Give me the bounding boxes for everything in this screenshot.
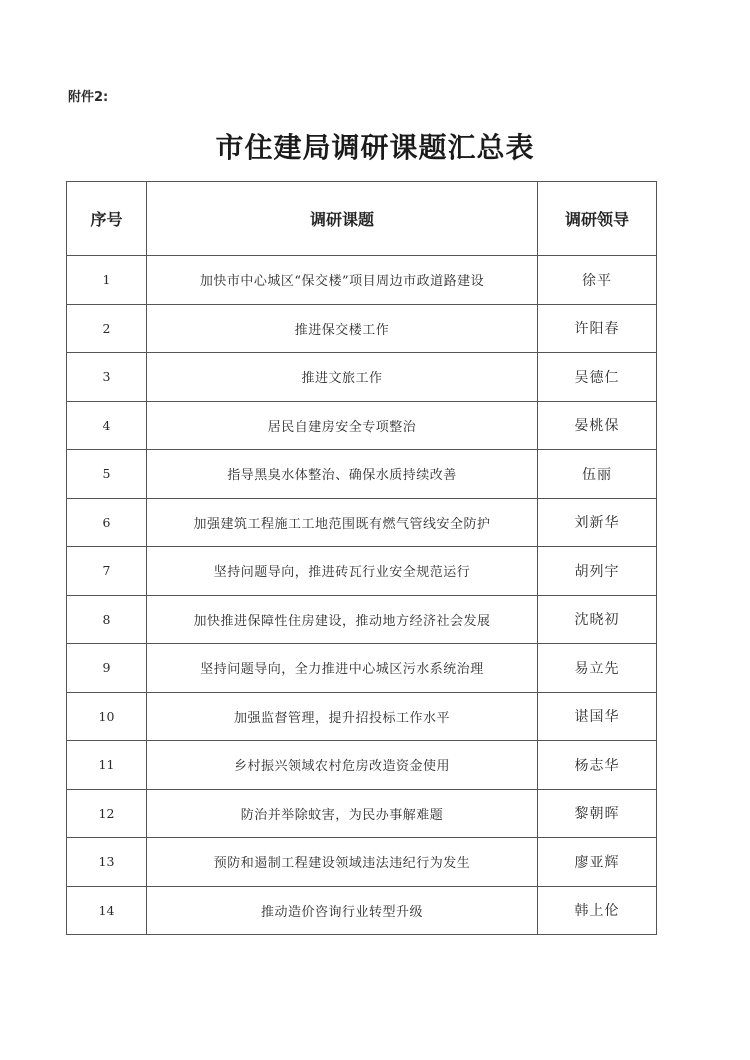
row-number: 1 [67, 256, 147, 305]
attachment-label: 附件2: [68, 90, 109, 105]
row-topic: 推进文旅工作 [147, 353, 538, 402]
row-number: 4 [67, 401, 147, 450]
row-number: 12 [67, 789, 147, 838]
row-topic: 指导黑臭水体整治、确保水质持续改善 [147, 450, 538, 499]
row-topic: 防治并举除蚊害，为民办事解难题 [147, 789, 538, 838]
table-row [67, 692, 657, 741]
row-leader: 胡列宇 [538, 547, 657, 596]
row-number: 6 [67, 498, 147, 547]
table-row [67, 547, 657, 596]
table-row [67, 789, 657, 838]
row-leader: 伍丽 [538, 450, 657, 499]
row-number: 5 [67, 450, 147, 499]
row-topic: 居民自建房安全专项整治 [147, 401, 538, 450]
table-header-row [67, 182, 657, 256]
row-number: 14 [67, 886, 147, 935]
row-leader: 徐平 [538, 256, 657, 305]
table-row [67, 886, 657, 935]
row-leader: 杨志华 [538, 741, 657, 790]
research-topics-table [66, 181, 657, 935]
row-number: 3 [67, 353, 147, 402]
row-number: 8 [67, 595, 147, 644]
row-leader: 韩上伦 [538, 886, 657, 935]
header-number: 序号 [67, 182, 147, 256]
row-number: 7 [67, 547, 147, 596]
row-topic: 乡村振兴领域农村危房改造资金使用 [147, 741, 538, 790]
row-topic: 预防和遏制工程建设领域违法违纪行为发生 [147, 838, 538, 887]
row-topic: 加强监督管理，提升招投标工作水平 [147, 692, 538, 741]
row-topic: 推动造价咨询行业转型升级 [147, 886, 538, 935]
row-number: 10 [67, 692, 147, 741]
table-row [67, 741, 657, 790]
row-leader: 沈晓初 [538, 595, 657, 644]
row-topic: 加快市中心城区“保交楼”项目周边市政道路建设 [147, 256, 538, 305]
row-leader: 廖亚辉 [538, 838, 657, 887]
row-topic: 推进保交楼工作 [147, 304, 538, 353]
table-row [67, 838, 657, 887]
row-topic: 坚持问题导向，全力推进中心城区污水系统治理 [147, 644, 538, 693]
header-topic: 调研课题 [147, 182, 538, 256]
header-leader: 调研领导 [538, 182, 657, 256]
row-leader: 谌国华 [538, 692, 657, 741]
row-leader: 刘新华 [538, 498, 657, 547]
row-topic: 加强建筑工程施工工地范围既有燃气管线安全防护 [147, 498, 538, 547]
row-leader: 吴德仁 [538, 353, 657, 402]
row-leader: 黎朝晖 [538, 789, 657, 838]
row-leader: 易立先 [538, 644, 657, 693]
table-row [67, 450, 657, 499]
table-row [67, 353, 657, 402]
row-number: 13 [67, 838, 147, 887]
table-row [67, 595, 657, 644]
row-number: 11 [67, 741, 147, 790]
table-row [67, 304, 657, 353]
table-row [67, 498, 657, 547]
document-title: 市住建局调研课题汇总表 [215, 131, 535, 164]
row-leader: 晏桃保 [538, 401, 657, 450]
row-topic: 加快推进保障性住房建设，推动地方经济社会发展 [147, 595, 538, 644]
row-leader: 许阳春 [538, 304, 657, 353]
table-row [67, 256, 657, 305]
table-row [67, 401, 657, 450]
row-topic: 坚持问题导向，推进砖瓦行业安全规范运行 [147, 547, 538, 596]
table-row [67, 644, 657, 693]
row-number: 2 [67, 304, 147, 353]
row-number: 9 [67, 644, 147, 693]
